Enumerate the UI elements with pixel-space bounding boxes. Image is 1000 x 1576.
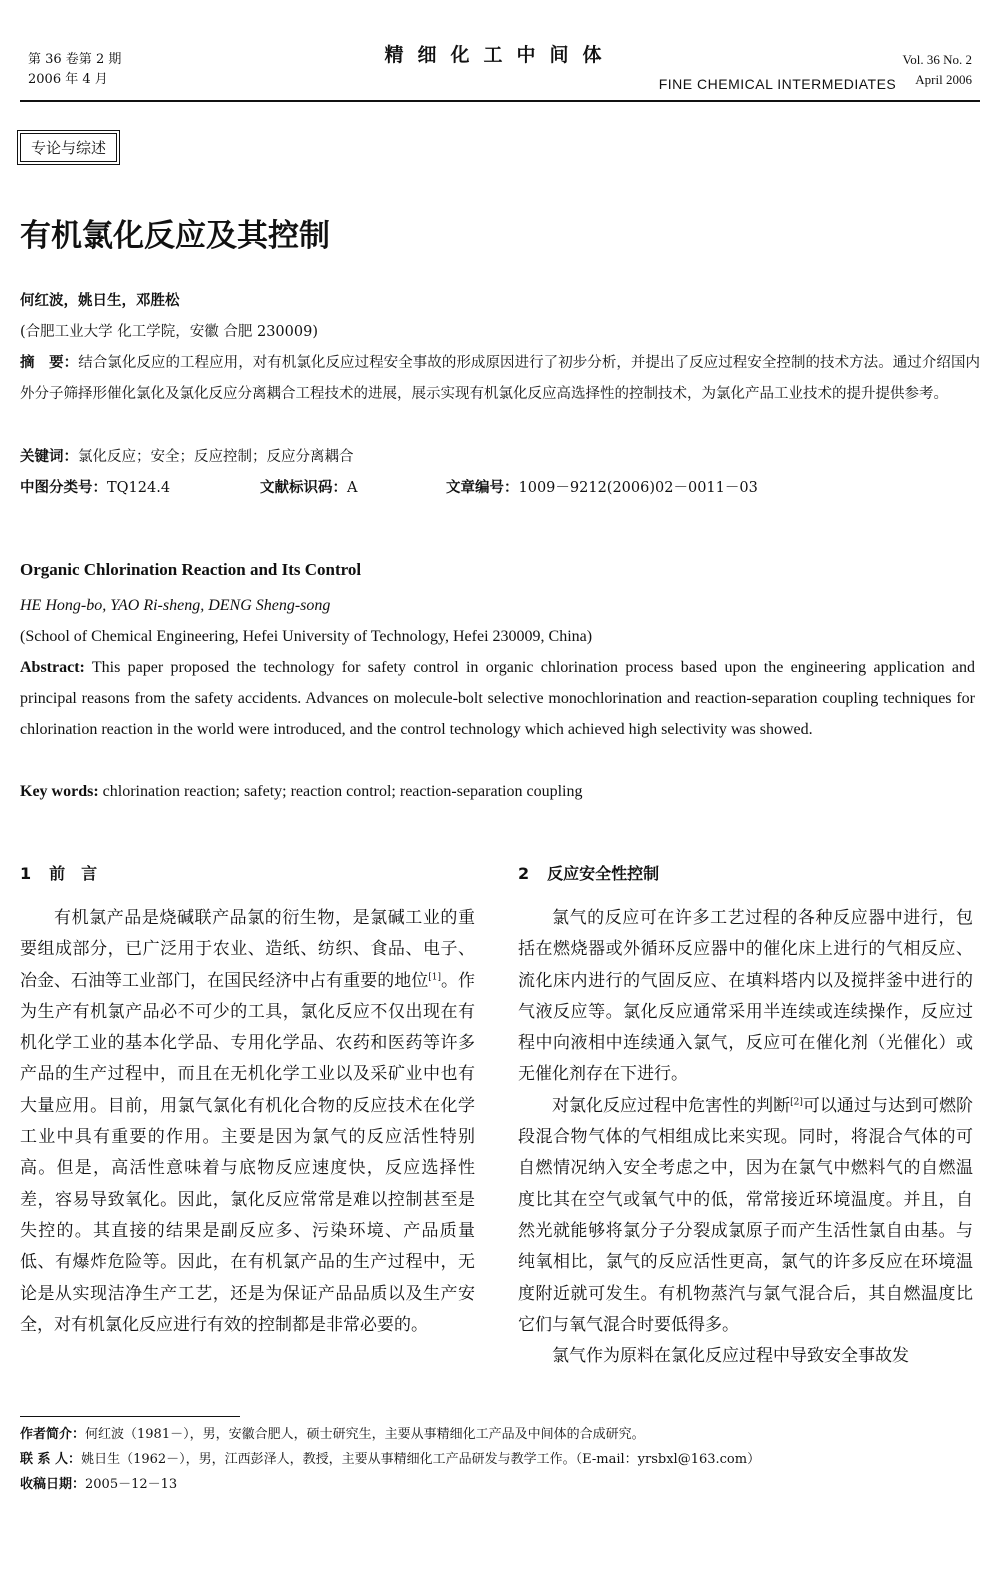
abstract-cn bbox=[20, 348, 980, 410]
paragraph-text: 对氯化反应过程中危害性的判断 bbox=[552, 1095, 791, 1116]
affiliation-cn: (合肥工业大学 化工学院，安徽 合肥 230009) bbox=[20, 324, 318, 340]
abstract-label-en: Abstract: bbox=[20, 659, 85, 676]
clc-label: 中图分类号： bbox=[20, 480, 107, 496]
document-code-value: A bbox=[347, 480, 358, 496]
authors-cn: 何红波，姚日生，邓胜松 bbox=[20, 293, 180, 309]
document-code-label: 文献标识码： bbox=[260, 480, 347, 496]
citation-ref: [1] bbox=[428, 971, 441, 982]
footnotes bbox=[20, 1422, 980, 1497]
volume-issue-en: Vol. 36 No. 2 bbox=[902, 52, 972, 67]
body-paragraph bbox=[518, 903, 973, 1091]
clc-number bbox=[20, 473, 260, 504]
footnote-received-date bbox=[20, 1472, 980, 1497]
volume-issue-cn: 第 36 卷第 2 期 bbox=[28, 52, 122, 67]
paragraph-text: 氯气作为原料在氯化反应过程中导致安全事故发 bbox=[552, 1346, 909, 1367]
footnote-rule bbox=[20, 1416, 240, 1417]
abstract-text-cn: 结合氯化反应的工程应用，对有机氯化反应过程安全事故的形成原因进行了初步分析，并提出了反应过程安全控制的技术方法。通过介绍国内外分子筛择形催化氯化及氯化反应分离耦合工程技术的进展，展示实现有机氯化反应高选择性的控制技术，为氯化产品工业技术的提升提供参考。 bbox=[20, 355, 980, 402]
classification-row bbox=[20, 473, 980, 504]
document-code bbox=[260, 473, 446, 504]
paragraph-text: 可以通过与达到可燃阶段混合物气体的气相组成比来实现。同时，将混合气体的可自燃情况纳入安全考虑之中，因为在氯气中燃料气的自燃温度比其在空气或氧气中的低，常常接近环境温度。并且，自然光就能够将氯分子分裂成氯原子而产生活性氯自由基。与纯氧相比，氯气的反应活性更高，氯气的许多反应在环境温度附近就可发生。有机物蒸汽与氯气混合后，其自燃温度比它们与氧气混合时要低得多。 bbox=[518, 1095, 974, 1335]
keywords-label-en: Key words: bbox=[20, 783, 99, 800]
section-number: 1 bbox=[20, 864, 32, 883]
keywords-text-en: chlorination reaction; safety; reaction control; reaction-separation coupling bbox=[98, 783, 583, 800]
paragraph-text: 有机氯产品是烧碱联产品氯的衍生物，是氯碱工业的重要组成部分，已广泛用于农业、造纸、纺织、食品、电子、冶金、石油等工业部门，在国民经济中占有重要的地位 bbox=[20, 908, 475, 991]
abstract-label-cn: 摘 要： bbox=[20, 355, 79, 371]
body-paragraph bbox=[518, 1341, 973, 1372]
section-heading bbox=[20, 858, 475, 889]
footnote-contact bbox=[20, 1447, 980, 1472]
section-number: 2 bbox=[518, 864, 530, 883]
article-title-cn: 有机氯化反应及其控制 bbox=[20, 218, 330, 254]
header-issue-cn bbox=[28, 50, 121, 90]
section-title: 反应安全性控制 bbox=[547, 864, 660, 883]
footnote-text: 姚日生（1962－），男，江西彭泽人，教授，主要从事精细化工产品研发与教学工作。（E-mail：yrsbxl@163.com） bbox=[81, 1452, 761, 1467]
section-heading bbox=[518, 858, 973, 889]
footnote-text: 2005－12－13 bbox=[85, 1477, 178, 1492]
footnote-author-bio bbox=[20, 1422, 980, 1447]
issue-date-cn: 2006 年 4 月 bbox=[28, 72, 108, 87]
journal-name-en: FINE CHEMICAL INTERMEDIATES bbox=[658, 76, 897, 92]
clc-value: TQ124.4 bbox=[107, 480, 171, 496]
article-number-label: 文章编号： bbox=[446, 480, 519, 496]
header-issue-en bbox=[903, 50, 972, 90]
article-number-value: 1009－9212(2006)02－0011－03 bbox=[518, 480, 758, 496]
body-paragraph bbox=[518, 1091, 973, 1341]
paragraph-text: 。作为生产有机氯产品必不可少的工具，氯化反应不仅出现在有机化学工业的基本化学品、专用化学品、农药和医药等许多产品的生产过程中，而且在无机化学工业以及采矿业中也有大量应用。目前，用氯气氯化有机化合物的反应技术在化学工业中具有重要的作用。主要是因为氯气的反应活性特别高。但是，高活性意味着与底物反应速度快，反应选择性差，容易导致氧化。因此，氯化反应常常是难以控制甚至是失控的。其直接的结果是副反应多、污染环境、产品质量低、有爆炸危险等。因此，在有机氯产品的生产过程中，无论是从实现洁净生产工艺，还是为保证产品品质以及生产安全，对有机氯化反应进行有效的控制都是非常必要的。 bbox=[20, 970, 476, 1335]
body-column-right bbox=[518, 858, 973, 1372]
body-column-left bbox=[20, 858, 475, 1341]
keywords-label-cn: 关键词： bbox=[20, 449, 78, 465]
paragraph-text: 氯气的反应可在许多工艺过程的各种反应器中进行，包括在燃烧器或外循环反应器中的催化床上进行的气相反应、流化床内进行的气固反应、在填料塔内以及搅拌釜中进行的气液反应等。氯化反应通常采用半连续或连续操作，反应过程中向液相中连续通入氯气，反应可在催化剂（光催化）或无催化剂存在下进行。 bbox=[518, 908, 973, 1085]
journal-masthead bbox=[300, 40, 897, 100]
footnote-label: 收稿日期： bbox=[20, 1477, 86, 1492]
section-title: 前 言 bbox=[49, 864, 98, 883]
authors-en: HE Hong-bo, YAO Ri-sheng, DENG Sheng-song bbox=[20, 597, 331, 614]
footnote-label: 联 系 人： bbox=[20, 1452, 82, 1467]
section-tag: 专论与综述 bbox=[20, 133, 117, 162]
body-paragraph bbox=[20, 903, 475, 1341]
citation-ref: [2] bbox=[790, 1097, 803, 1108]
keywords-text-cn: 氯化反应；安全；反应控制；反应分离耦合 bbox=[78, 449, 354, 465]
keywords-en bbox=[20, 776, 975, 807]
issue-date-en: April 2006 bbox=[915, 72, 972, 87]
affiliation-en: (School of Chemical Engineering, Hefei University of Technology, Hefei 230009, China) bbox=[20, 628, 593, 645]
footnote-text: 何红波（1981－），男，安徽合肥人，硕士研究生，主要从事精细化工产品及中间体的合成研究。 bbox=[85, 1427, 645, 1442]
journal-name-cn: 精细化工中间体 bbox=[384, 44, 616, 66]
keywords-cn bbox=[20, 442, 980, 473]
footnote-label: 作者简介： bbox=[20, 1427, 86, 1442]
header-rule bbox=[20, 100, 980, 102]
article-title-en: Organic Chlorination Reaction and Its Control bbox=[20, 560, 362, 579]
article-number bbox=[446, 473, 758, 504]
abstract-text-en: This paper proposed the technology for safety control in organic chlorination process based upon the engineering application and principal reasons from the safety accidents. Advances on molecule-bolt selective monochlorination and reaction-separation coupling techniques for chlorination reaction in the world were introduced, and the control technology which achieved high selectivity was showed. bbox=[20, 659, 975, 738]
abstract-en bbox=[20, 652, 975, 745]
